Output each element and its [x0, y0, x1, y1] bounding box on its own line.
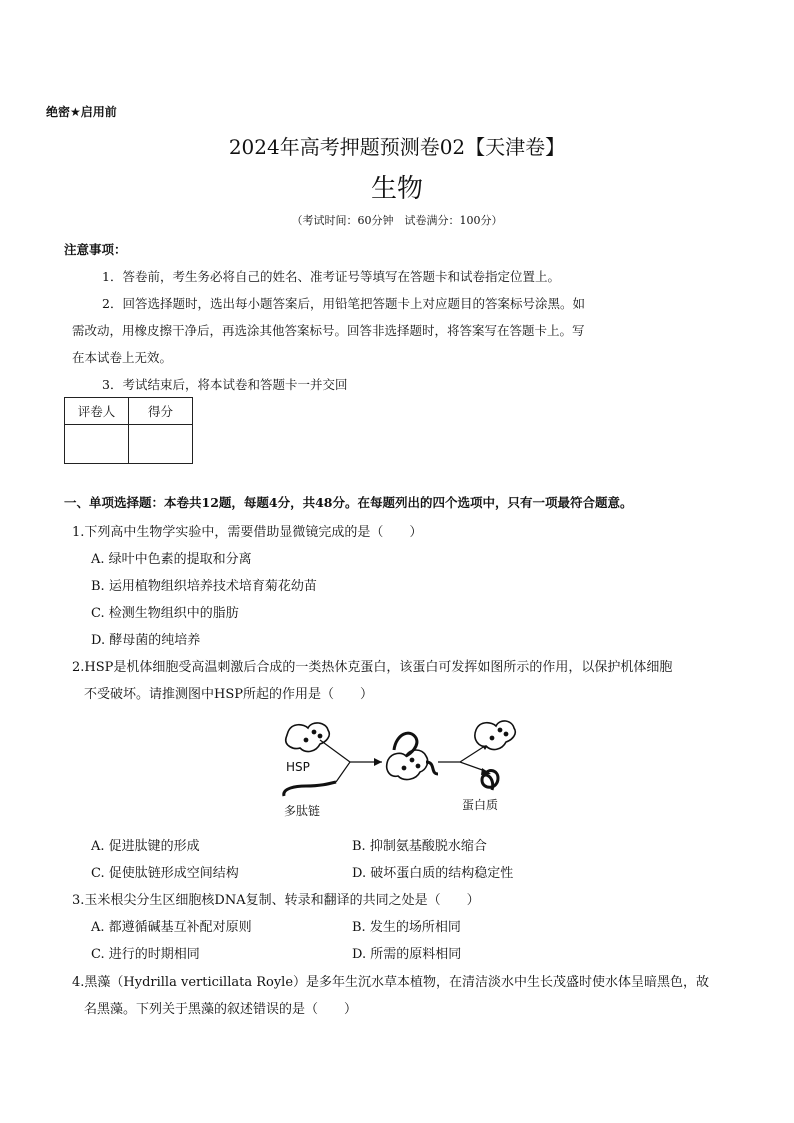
notice-item-3: 3．考试结束后，将本试卷和答题卡一并交回: [102, 377, 348, 392]
hsp-polypeptide-complex: [387, 733, 438, 779]
notice-item-2-line-3: 在本试卷上无效。: [72, 350, 173, 365]
question-1-option-c: C. 检测生物组织中的脂肪: [91, 606, 239, 621]
question-2-option-a: A. 促进肽键的形成: [91, 839, 200, 854]
question-2-option-d: D. 破坏蛋白质的结构稳定性: [352, 866, 514, 881]
question-2-stem-line-2: 不受破坏。请推测图中HSP所起的作用是（ ）: [84, 687, 373, 702]
notice-title: 注意事项：: [64, 242, 127, 257]
arrow-to-complex-head: [374, 758, 382, 766]
polypeptide-chain-shape: [284, 782, 336, 796]
grader-cell: [65, 425, 129, 464]
score-header: 得分: [129, 398, 193, 425]
question-1-option-a: A. 绿叶中色素的提取和分离: [91, 552, 252, 567]
score-table: [64, 397, 193, 464]
notice-item-1: 1．答卷前，考生务必将自己的姓名、准考证号等填写在答题卡和试卷指定位置上。: [102, 269, 560, 284]
diverging-lines: [438, 744, 488, 772]
question-1-option-d: D. 酵母菌的纯培养: [91, 633, 201, 648]
exam-info: （考试时间：60分钟 试卷满分：100分）: [291, 214, 503, 227]
question-3-option-b: B. 发生的场所相同: [352, 920, 461, 935]
question-4-stem-line-1: 4.黑藻（Hydrilla verticillata Royle）是多年生沉水草本植物，在清洁淡水中生长茂盛时使水体呈暗黑色，故: [72, 975, 710, 990]
polypeptide-label: 多肽链: [284, 804, 321, 818]
exam-title: 2024年高考押题预测卷02【天津卷】: [228, 135, 566, 159]
hsp-diagram: [270, 712, 530, 826]
question-3-option-d: D. 所需的原料相同: [352, 947, 462, 962]
question-2-stem-line-1: 2.HSP是机体细胞受高温刺激后合成的一类热休克蛋白，该蛋白可发挥如图所示的作用，以保护机体细胞: [72, 660, 673, 675]
score-cell: [129, 425, 193, 464]
hsp-label: HSP: [286, 760, 310, 774]
converging-lines: [320, 740, 350, 782]
hsp-protein-shape: [286, 723, 330, 752]
question-2-option-c: C. 促使肽链形成空间结构: [91, 866, 239, 881]
question-4-stem-line-2: 名黑藻。下列关于黑藻的叙述错误的是（ ）: [84, 1002, 358, 1017]
notice-item-2-line-1: 2．回答选择题时，选出每小题答案后，用铅笔把答题卡上对应题目的答案标号涂黑。如: [102, 296, 585, 311]
question-3-option-a: A. 都遵循碱基互补配对原则: [91, 920, 252, 935]
question-3-option-c: C. 进行的时期相同: [91, 947, 200, 962]
question-1-option-b: B. 运用植物组织培养技术培育菊花幼苗: [91, 579, 317, 594]
question-3-stem: 3.玉米根尖分生区细胞核DNA复制、转录和翻译的共同之处是（ ）: [72, 893, 480, 908]
question-1-stem: 1.下列高中生物学实验中，需要借助显微镜完成的是（ ）: [72, 525, 423, 540]
section-heading: 一、单项选择题：本卷共12题，每题4分，共48分。在每题列出的四个选项中，只有一项最符合题意。: [64, 495, 633, 510]
released-hsp-shape: [475, 721, 515, 750]
notice-item-2-line-2: 需改动，用橡皮擦干净后，再选涂其他答案标号。回答非选择题时，将答案写在答题卡上。写: [72, 323, 585, 338]
question-2-option-b: B. 抑制氨基酸脱水缩合: [352, 839, 487, 854]
confidential-label: 绝密★启用前: [46, 105, 117, 119]
subject-title: 生物: [370, 174, 423, 204]
grader-header: 评卷人: [65, 398, 129, 425]
protein-label: 蛋白质: [462, 798, 499, 812]
